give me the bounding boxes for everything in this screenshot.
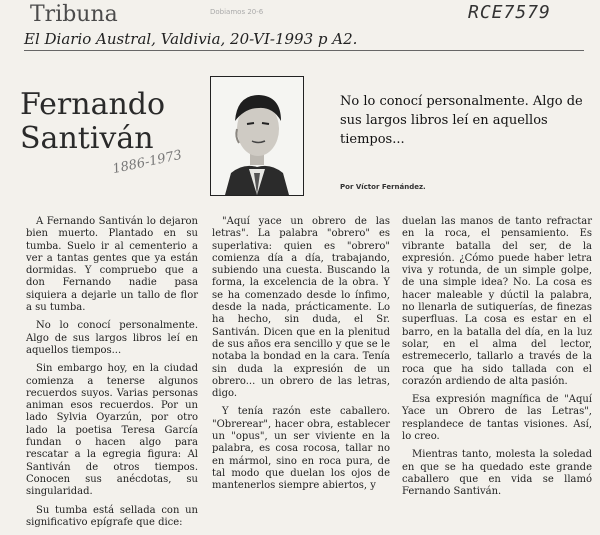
reference-number: RCE7579 bbox=[468, 2, 551, 23]
title-line-2: Santiván bbox=[20, 121, 154, 156]
article-title bbox=[20, 88, 165, 156]
body-column-3 bbox=[402, 216, 592, 505]
paragraph: A Fernando Santiván lo dejaron bien muerto. Plantado en su tumba. Suelo ir al cementerio a ver a tantas gentes que ya están dormidas. Y compruebo que a don Fernando nadie pasa siquiera a dejarle un tallo de flor a su tumba. bbox=[26, 216, 198, 314]
body-column-2 bbox=[212, 216, 390, 499]
source-citation: El Diario Austral, Valdivia, 20-VI-1993 p A2. bbox=[24, 30, 584, 51]
paragraph: No lo conocí personalmente. Algo de sus largos libros leí en aquellos tiempos... bbox=[26, 320, 198, 356]
author-portrait bbox=[210, 76, 304, 196]
byline: Por Víctor Fernández. bbox=[340, 183, 426, 191]
handwritten-dates: 1886-1973 bbox=[111, 147, 184, 178]
paragraph: Y tenía razón este caballero. "Obrerear", hacer obra, establecer un "opus", un ser viviente en la palabra, es cosa rocosa, tallar no en mármol, sino en roca pura, de tal modo que duelan los ojos de mantenerlos siempre abiertos, y bbox=[212, 406, 390, 492]
portrait-drawing bbox=[211, 77, 303, 195]
paragraph: "Aquí yace un obrero de las letras". La palabra "obrero" es superlativa: quien es "obrero" comienza día a día, trabajando, subiendo una cuesta. Buscando la forma, la excelencia de la obra. Y se ha comenzado desde lo ínfimo, desde la nada, prácticamente. Lo ha hecho, sin duda, el Sr. Santiván. Dicen que en la plenitud de sus años era sencillo y que se le notaba la bondad en la cara. Tenía sin duda la expresión de un obrero... un obrero de las letras, digo. bbox=[212, 216, 390, 400]
body-column-1 bbox=[26, 216, 198, 535]
title-line-1: Fernando bbox=[20, 87, 166, 122]
section-title: Tribuna bbox=[30, 2, 118, 27]
paragraph: Su tumba está sellada con un significativo epígrafe que dice: bbox=[26, 504, 198, 528]
paragraph: Sin embargo hoy, en la ciudad comienza a tenerse algunos recuerdos suyos. Varias personas animan esos recuerdos. Por un lado Sylvia Oyarzún, por otro lado la poetisa Teresa García fundan o hacen algo para rescatar a la egregia figura: Al Santiván de otros tiempos. Conocen sus anécdotas, su singularidad. bbox=[26, 363, 198, 498]
paragraph: duelan las manos de tanto refractar en la roca, el pensamiento. Es vibrante batalla del ser, de la expresión. ¿Cómo puede haber letra viva y rotunda, de un simple golpe, de una simple idea? No. La cosa es hacer maleable y dúctil la palabra, no llenarla de sutiquerías, de finezas superfluas. La cosa es estar en el barro, en la batalla del día, en la luz solar, en el alma del lector, estremecerlo, tallarlo a través de la roca que ha sido tallada con el corazón ardiendo de alta pasión. bbox=[402, 216, 592, 387]
library-stamp: Dobiamos 20-6 bbox=[210, 8, 264, 16]
paragraph: Mientras tanto, molesta la soledad en que se ha quedado este grande caballero que en vida se llamó Fernando Santiván. bbox=[402, 449, 592, 498]
paragraph: Esa expresión magnífica de "Aquí Yace un Obrero de las Letras", resplandece de tantas visiones. Así, lo creo. bbox=[402, 394, 592, 443]
lead-quote: No lo conocí personalmente. Algo de sus largos libros leí en aquellos tiempos... bbox=[340, 94, 583, 147]
